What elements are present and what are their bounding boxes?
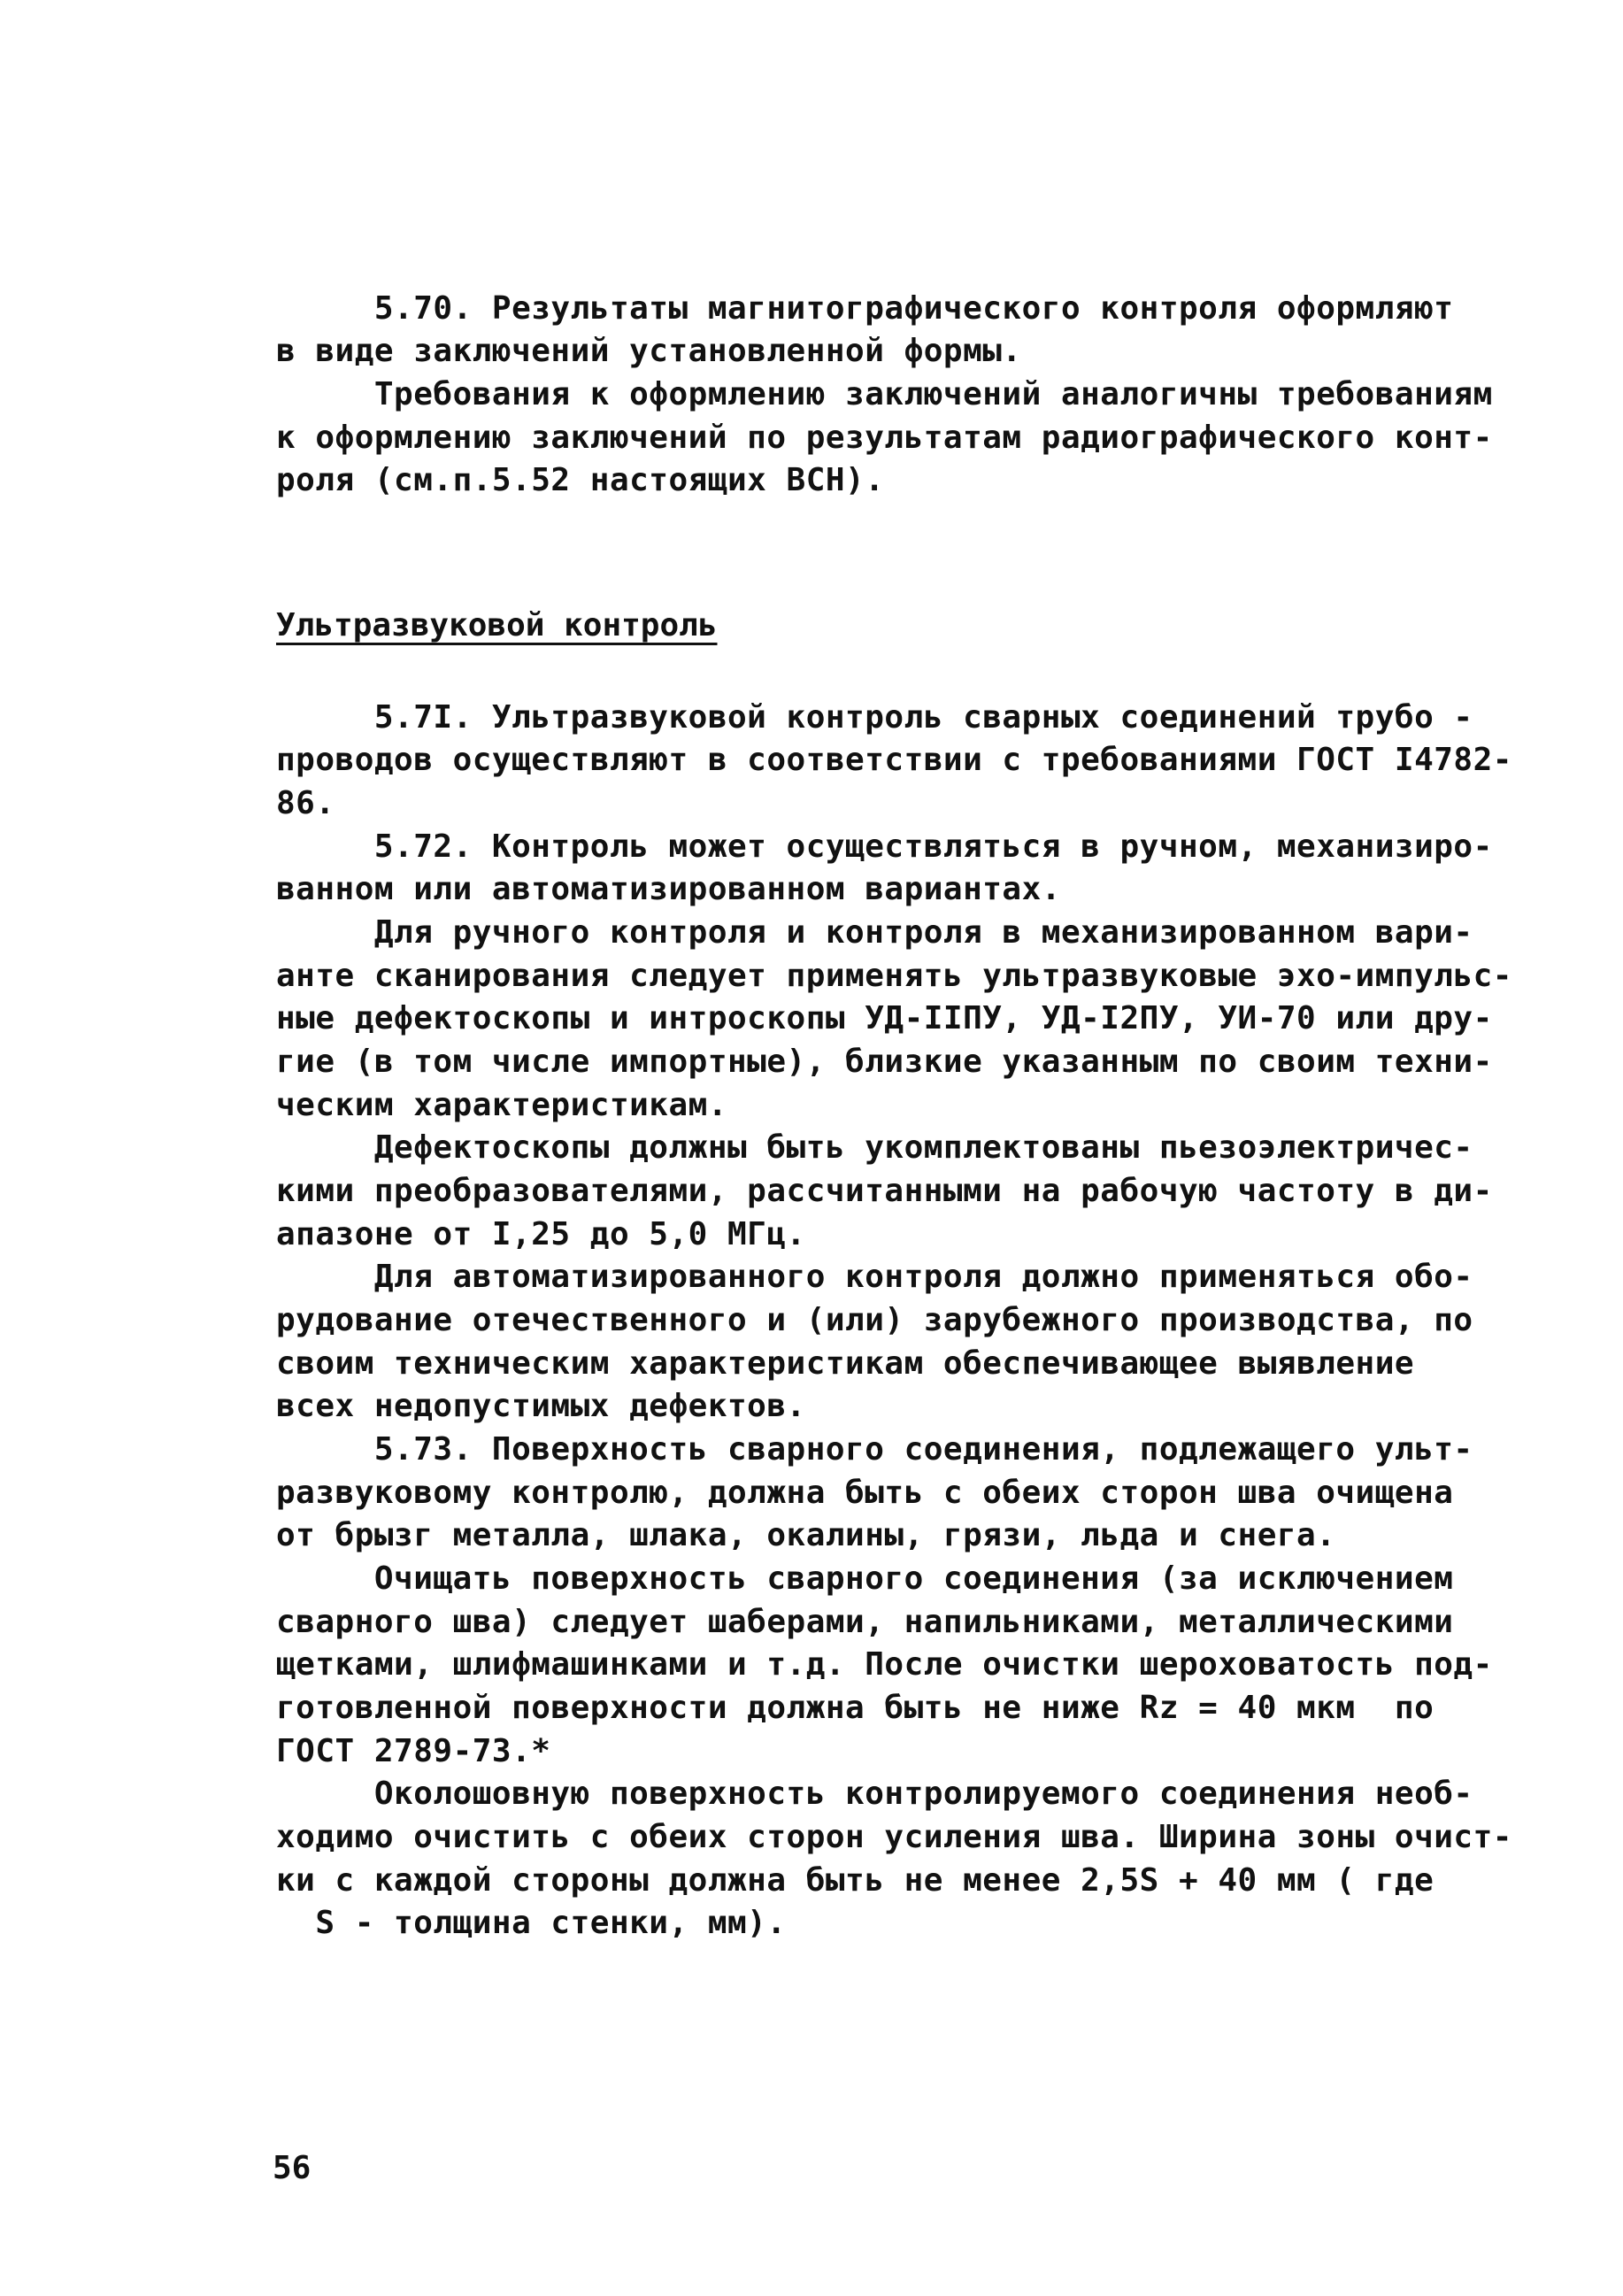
- text-line: в виде заключений установленной формы.: [276, 333, 1022, 369]
- text-line: Дефектоскопы должны быть укомплектованы пьезоэлектричес-: [276, 1129, 1473, 1166]
- text-line: проводов осуществляют в соответствии с требованиями ГОСТ I4782-: [276, 742, 1512, 778]
- text-line: апазоне от I,25 до 5,0 МГц.: [276, 1216, 806, 1252]
- text-line: 5.7I. Ультразвуковой контроль сварных соединений трубо -: [276, 699, 1473, 736]
- text-line: анте сканирования следует применять ультразвуковые эхо-импульс-: [276, 958, 1512, 994]
- text-line: ки с каждой стороны должна быть не менее 2,5S + 40 мм ( где: [276, 1862, 1435, 1899]
- section-heading: Ультразвуковой контроль: [276, 607, 718, 643]
- text-line: роля (см.п.5.52 настоящих ВСН).: [276, 462, 885, 498]
- text-line: готовленной поверхности должна быть не ниже Rz = 40 мкм по: [276, 1690, 1435, 1726]
- text-line: щетками, шлифмашинками и т.д. После очистки шероховатость под-: [276, 1646, 1493, 1683]
- text-line: Требования к оформлению заключений аналогичны требованиям: [276, 376, 1493, 412]
- text-line: развуковому контролю, должна быть с обеих сторон шва очищена: [276, 1475, 1454, 1511]
- text-line: гие (в том числе импортные), близкие указанным по своим техни-: [276, 1044, 1493, 1080]
- text-line: ческим характеристикам.: [276, 1087, 727, 1123]
- text-line: Для автоматизированного контроля должно применяться обо-: [276, 1259, 1473, 1295]
- text-line: ГОСТ 2789-73.*: [276, 1733, 551, 1769]
- text-line: своим техническим характеристикам обеспечивающее выявление: [276, 1345, 1415, 1382]
- text-line: всех недопустимых дефектов.: [276, 1388, 806, 1424]
- text-line: к оформлению заключений по результатам радиографического конт-: [276, 420, 1493, 456]
- text-line: 5.70. Результаты магнитографического контроля оформляют: [276, 290, 1454, 327]
- text-line: Околошовную поверхность контролируемого соединения необ-: [276, 1776, 1473, 1812]
- text-line: 5.73. Поверхность сварного соединения, подлежащего ульт-: [276, 1431, 1473, 1468]
- text-line: ходимо очистить с обеих сторон усиления шва. Ширина зоны очист-: [276, 1819, 1512, 1855]
- text-line: сварного шва) следует шаберами, напильниками, металлическими: [276, 1604, 1454, 1640]
- text-line: 86.: [276, 785, 335, 821]
- text-line: ванном или автоматизированном вариантах.: [276, 871, 1061, 907]
- page-number: 56: [273, 2150, 312, 2186]
- text-line: S - толщина стенки, мм).: [276, 1905, 787, 1941]
- text-line: 5.72. Контроль может осуществляться в ручном, механизиро-: [276, 828, 1493, 865]
- text-line: кими преобразователями, рассчитанными на рабочую частоту в ди-: [276, 1173, 1493, 1209]
- text-line: Для ручного контроля и контроля в механизированном вари-: [276, 914, 1473, 951]
- text-line: Очищать поверхность сварного соединения (за исключением: [276, 1560, 1454, 1597]
- text-line: рудование отечественного и (или) зарубежного производства, по: [276, 1302, 1473, 1338]
- text-line: от брызг металла, шлака, окалины, грязи, льда и снега.: [276, 1517, 1336, 1553]
- text-line: ные дефектоскопы и интроскопы УД-IIПУ, УД-I2ПУ, УИ-70 или дру-: [276, 1000, 1493, 1036]
